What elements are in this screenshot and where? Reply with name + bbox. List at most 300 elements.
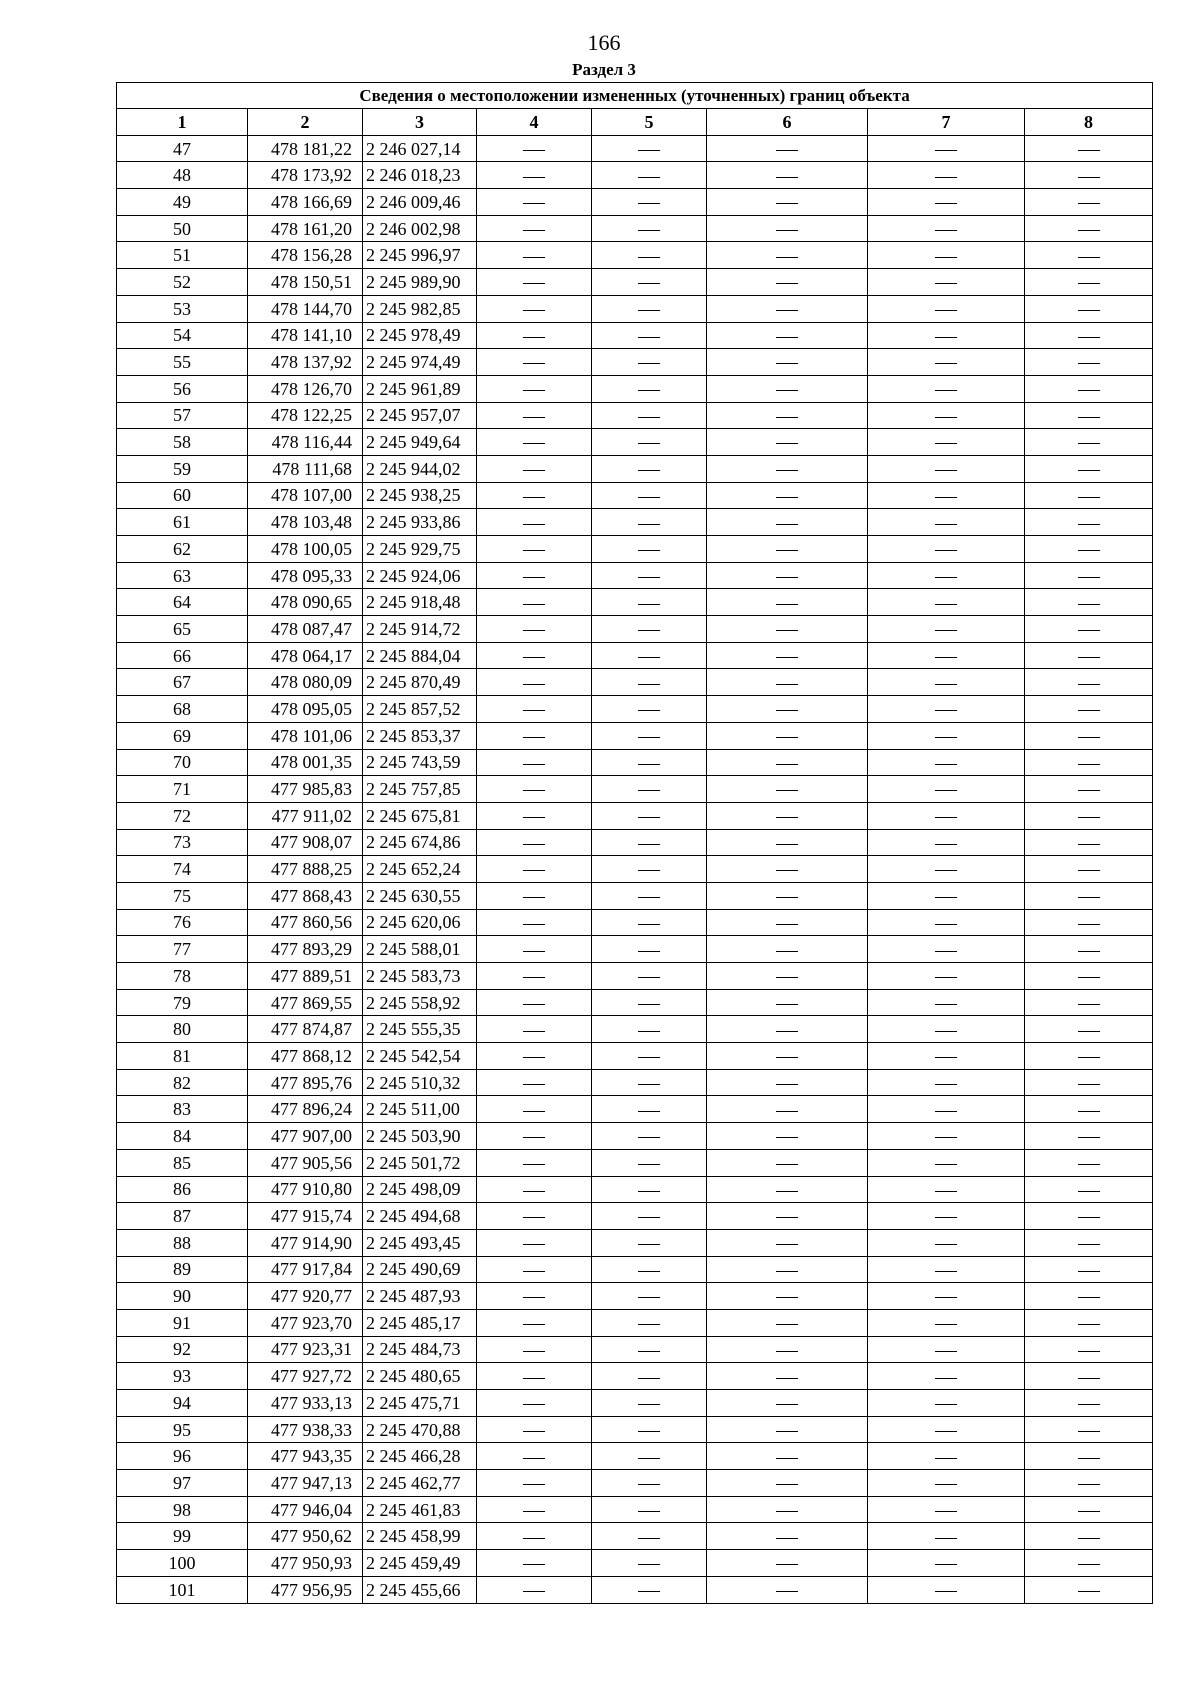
- point-number-cell: 91: [117, 1309, 248, 1336]
- empty-value-cell: [707, 1576, 868, 1603]
- empty-value-cell: [477, 1096, 592, 1123]
- empty-mark: [935, 1271, 957, 1272]
- empty-mark: [523, 897, 545, 898]
- x-coordinate-cell: 477 950,62: [248, 1523, 363, 1550]
- empty-mark: [638, 1324, 660, 1325]
- empty-mark: [638, 577, 660, 578]
- table-row: [117, 1576, 1153, 1603]
- table-row: [117, 269, 1153, 296]
- empty-value-cell: [592, 696, 707, 723]
- empty-mark: [523, 1137, 545, 1138]
- x-coordinate-cell: 478 116,44: [248, 429, 363, 456]
- table-row: [117, 482, 1153, 509]
- empty-value-cell: [1025, 749, 1153, 776]
- empty-mark: [1078, 257, 1100, 258]
- empty-mark: [638, 1378, 660, 1379]
- empty-value-cell: [707, 429, 868, 456]
- empty-mark: [935, 817, 957, 818]
- empty-mark: [1078, 417, 1100, 418]
- empty-value-cell: [592, 429, 707, 456]
- y-coordinate-cell: 2 245 961,89: [363, 375, 477, 402]
- empty-mark: [776, 657, 798, 658]
- empty-value-cell: [477, 856, 592, 883]
- empty-value-cell: [868, 1470, 1025, 1497]
- empty-mark: [935, 310, 957, 311]
- y-coordinate-cell: 2 245 470,88: [363, 1416, 477, 1443]
- empty-value-cell: [868, 189, 1025, 216]
- table-row: [117, 1229, 1153, 1256]
- empty-value-cell: [1025, 856, 1153, 883]
- empty-mark: [1078, 764, 1100, 765]
- empty-mark: [638, 951, 660, 952]
- table-row: [117, 375, 1153, 402]
- empty-value-cell: [707, 269, 868, 296]
- empty-value-cell: [477, 882, 592, 909]
- point-number-cell: 47: [117, 135, 248, 162]
- table-row: [117, 1016, 1153, 1043]
- column-header: 8: [1025, 109, 1153, 136]
- empty-value-cell: [707, 802, 868, 829]
- empty-mark: [523, 1538, 545, 1539]
- point-number-cell: 61: [117, 509, 248, 536]
- x-coordinate-cell: 478 181,22: [248, 135, 363, 162]
- empty-mark: [523, 1084, 545, 1085]
- empty-value-cell: [1025, 429, 1153, 456]
- x-coordinate-cell: 477 914,90: [248, 1229, 363, 1256]
- empty-value-cell: [868, 802, 1025, 829]
- y-coordinate-cell: 2 245 989,90: [363, 269, 477, 296]
- empty-mark: [935, 497, 957, 498]
- x-coordinate-cell: 477 907,00: [248, 1123, 363, 1150]
- empty-value-cell: [477, 1523, 592, 1550]
- point-number-cell: 73: [117, 829, 248, 856]
- empty-mark: [1078, 524, 1100, 525]
- y-coordinate-cell: 2 245 542,54: [363, 1043, 477, 1070]
- empty-mark: [776, 1057, 798, 1058]
- table-row: [117, 429, 1153, 456]
- empty-mark: [523, 684, 545, 685]
- empty-value-cell: [707, 1069, 868, 1096]
- y-coordinate-cell: 2 245 757,85: [363, 776, 477, 803]
- empty-value-cell: [477, 429, 592, 456]
- empty-value-cell: [477, 189, 592, 216]
- empty-value-cell: [868, 135, 1025, 162]
- x-coordinate-cell: 478 161,20: [248, 215, 363, 242]
- empty-mark: [1078, 390, 1100, 391]
- empty-mark: [638, 230, 660, 231]
- empty-mark: [638, 630, 660, 631]
- empty-value-cell: [477, 135, 592, 162]
- table-row: [117, 1363, 1153, 1390]
- empty-value-cell: [707, 1256, 868, 1283]
- empty-mark: [523, 977, 545, 978]
- empty-value-cell: [477, 1416, 592, 1443]
- empty-value-cell: [1025, 1550, 1153, 1577]
- empty-mark: [935, 177, 957, 178]
- empty-value-cell: [592, 1203, 707, 1230]
- empty-value-cell: [477, 215, 592, 242]
- y-coordinate-cell: 2 245 583,73: [363, 963, 477, 990]
- empty-value-cell: [1025, 936, 1153, 963]
- empty-mark: [638, 150, 660, 151]
- x-coordinate-cell: 477 896,24: [248, 1096, 363, 1123]
- y-coordinate-cell: 2 246 009,46: [363, 189, 477, 216]
- empty-value-cell: [1025, 509, 1153, 536]
- x-coordinate-cell: 477 923,31: [248, 1336, 363, 1363]
- empty-mark: [638, 924, 660, 925]
- empty-value-cell: [868, 1309, 1025, 1336]
- x-coordinate-cell: 478 101,06: [248, 722, 363, 749]
- empty-value-cell: [1025, 1043, 1153, 1070]
- empty-mark: [1078, 977, 1100, 978]
- empty-mark: [776, 977, 798, 978]
- empty-mark: [638, 1164, 660, 1165]
- table-row: [117, 242, 1153, 269]
- point-number-cell: 90: [117, 1283, 248, 1310]
- empty-mark: [1078, 1431, 1100, 1432]
- y-coordinate-cell: 2 245 466,28: [363, 1443, 477, 1470]
- table-row: [117, 1069, 1153, 1096]
- empty-mark: [776, 1484, 798, 1485]
- empty-value-cell: [707, 1016, 868, 1043]
- x-coordinate-cell: 477 927,72: [248, 1363, 363, 1390]
- x-coordinate-cell: 477 947,13: [248, 1470, 363, 1497]
- empty-value-cell: [477, 1470, 592, 1497]
- empty-mark: [776, 1591, 798, 1592]
- x-coordinate-cell: 477 868,43: [248, 882, 363, 909]
- empty-value-cell: [1025, 162, 1153, 189]
- empty-mark: [776, 310, 798, 311]
- column-header-row: [117, 109, 1153, 136]
- empty-value-cell: [592, 242, 707, 269]
- empty-value-cell: [707, 696, 868, 723]
- empty-value-cell: [592, 1229, 707, 1256]
- y-coordinate-cell: 2 245 510,32: [363, 1069, 477, 1096]
- empty-mark: [776, 870, 798, 871]
- empty-mark: [1078, 1004, 1100, 1005]
- empty-value-cell: [477, 1149, 592, 1176]
- point-number-cell: 84: [117, 1123, 248, 1150]
- empty-value-cell: [477, 829, 592, 856]
- empty-value-cell: [592, 616, 707, 643]
- empty-mark: [935, 630, 957, 631]
- empty-mark: [523, 951, 545, 952]
- empty-mark: [1078, 283, 1100, 284]
- x-coordinate-cell: 477 950,93: [248, 1550, 363, 1577]
- y-coordinate-cell: 2 245 957,07: [363, 402, 477, 429]
- empty-mark: [638, 1217, 660, 1218]
- empty-value-cell: [477, 1016, 592, 1043]
- x-coordinate-cell: 477 905,56: [248, 1149, 363, 1176]
- empty-value-cell: [592, 1149, 707, 1176]
- y-coordinate-cell: 2 245 944,02: [363, 455, 477, 482]
- empty-value-cell: [868, 1069, 1025, 1096]
- table-row: [117, 1470, 1153, 1497]
- empty-mark: [638, 203, 660, 204]
- empty-value-cell: [707, 375, 868, 402]
- empty-value-cell: [592, 1576, 707, 1603]
- empty-mark: [776, 1511, 798, 1512]
- y-coordinate-cell: 2 245 494,68: [363, 1203, 477, 1230]
- empty-mark: [776, 1351, 798, 1352]
- table-row: [117, 642, 1153, 669]
- empty-mark: [638, 1511, 660, 1512]
- empty-value-cell: [477, 642, 592, 669]
- empty-value-cell: [868, 269, 1025, 296]
- empty-mark: [523, 443, 545, 444]
- table-row: [117, 936, 1153, 963]
- empty-mark: [776, 817, 798, 818]
- empty-mark: [776, 203, 798, 204]
- x-coordinate-cell: 478 087,47: [248, 616, 363, 643]
- table-row: [117, 1443, 1153, 1470]
- empty-value-cell: [868, 455, 1025, 482]
- x-coordinate-cell: 477 888,25: [248, 856, 363, 883]
- empty-value-cell: [477, 936, 592, 963]
- empty-mark: [1078, 817, 1100, 818]
- empty-value-cell: [707, 1470, 868, 1497]
- point-number-cell: 81: [117, 1043, 248, 1070]
- empty-value-cell: [707, 536, 868, 563]
- empty-value-cell: [477, 1256, 592, 1283]
- empty-mark: [1078, 924, 1100, 925]
- empty-value-cell: [1025, 963, 1153, 990]
- empty-value-cell: [477, 749, 592, 776]
- empty-mark: [1078, 310, 1100, 311]
- y-coordinate-cell: 2 245 918,48: [363, 589, 477, 616]
- empty-mark: [523, 1378, 545, 1379]
- empty-mark: [638, 1297, 660, 1298]
- empty-value-cell: [477, 776, 592, 803]
- empty-mark: [1078, 1111, 1100, 1112]
- empty-value-cell: [1025, 1096, 1153, 1123]
- x-coordinate-cell: 477 895,76: [248, 1069, 363, 1096]
- empty-value-cell: [1025, 1416, 1153, 1443]
- point-number-cell: 68: [117, 696, 248, 723]
- empty-mark: [935, 524, 957, 525]
- empty-value-cell: [868, 722, 1025, 749]
- point-number-cell: 57: [117, 402, 248, 429]
- point-number-cell: 83: [117, 1096, 248, 1123]
- empty-mark: [935, 1404, 957, 1405]
- empty-mark: [638, 1404, 660, 1405]
- y-coordinate-cell: 2 245 511,00: [363, 1096, 477, 1123]
- point-number-cell: 92: [117, 1336, 248, 1363]
- empty-mark: [1078, 363, 1100, 364]
- empty-value-cell: [1025, 1576, 1153, 1603]
- empty-value-cell: [592, 1283, 707, 1310]
- point-number-cell: 100: [117, 1550, 248, 1577]
- empty-mark: [638, 764, 660, 765]
- empty-mark: [935, 577, 957, 578]
- x-coordinate-cell: 478 141,10: [248, 322, 363, 349]
- table-row: [117, 616, 1153, 643]
- empty-mark: [935, 684, 957, 685]
- empty-value-cell: [477, 509, 592, 536]
- table-row: [117, 349, 1153, 376]
- empty-value-cell: [592, 936, 707, 963]
- y-coordinate-cell: 2 245 555,35: [363, 1016, 477, 1043]
- empty-value-cell: [868, 1443, 1025, 1470]
- empty-value-cell: [477, 802, 592, 829]
- empty-mark: [523, 524, 545, 525]
- empty-mark: [1078, 497, 1100, 498]
- empty-mark: [935, 657, 957, 658]
- table-row: [117, 322, 1153, 349]
- empty-mark: [523, 1164, 545, 1165]
- empty-mark: [638, 684, 660, 685]
- empty-value-cell: [592, 1123, 707, 1150]
- empty-mark: [935, 1378, 957, 1379]
- empty-mark: [523, 417, 545, 418]
- empty-mark: [935, 443, 957, 444]
- empty-value-cell: [592, 909, 707, 936]
- section-title: Раздел 3: [572, 60, 636, 79]
- column-header: 3: [363, 109, 477, 136]
- x-coordinate-cell: 478 111,68: [248, 455, 363, 482]
- empty-mark: [935, 470, 957, 471]
- empty-mark: [523, 177, 545, 178]
- empty-mark: [776, 1031, 798, 1032]
- table-caption-row: [117, 83, 1153, 109]
- empty-mark: [935, 1111, 957, 1112]
- empty-value-cell: [592, 669, 707, 696]
- empty-mark: [1078, 150, 1100, 151]
- empty-value-cell: [707, 909, 868, 936]
- empty-value-cell: [1025, 1496, 1153, 1523]
- empty-value-cell: [707, 616, 868, 643]
- table-row: [117, 909, 1153, 936]
- empty-value-cell: [868, 1550, 1025, 1577]
- empty-value-cell: [592, 455, 707, 482]
- empty-mark: [1078, 1217, 1100, 1218]
- empty-mark: [935, 764, 957, 765]
- empty-value-cell: [707, 402, 868, 429]
- x-coordinate-cell: 478 100,05: [248, 536, 363, 563]
- empty-value-cell: [707, 349, 868, 376]
- empty-mark: [935, 951, 957, 952]
- empty-value-cell: [592, 1363, 707, 1390]
- empty-value-cell: [707, 829, 868, 856]
- empty-mark: [776, 177, 798, 178]
- point-number-cell: 93: [117, 1363, 248, 1390]
- empty-mark: [935, 1351, 957, 1352]
- y-coordinate-cell: 2 245 914,72: [363, 616, 477, 643]
- empty-mark: [776, 257, 798, 258]
- y-coordinate-cell: 2 246 002,98: [363, 215, 477, 242]
- point-number-cell: 75: [117, 882, 248, 909]
- empty-value-cell: [868, 909, 1025, 936]
- point-number-cell: 65: [117, 616, 248, 643]
- x-coordinate-cell: 477 860,56: [248, 909, 363, 936]
- empty-value-cell: [592, 1470, 707, 1497]
- empty-value-cell: [592, 215, 707, 242]
- empty-mark: [776, 1404, 798, 1405]
- empty-value-cell: [868, 1390, 1025, 1417]
- x-coordinate-cell: 477 889,51: [248, 963, 363, 990]
- empty-value-cell: [477, 1043, 592, 1070]
- empty-mark: [776, 1217, 798, 1218]
- empty-mark: [776, 630, 798, 631]
- empty-mark: [638, 337, 660, 338]
- table-row: [117, 1416, 1153, 1443]
- empty-value-cell: [1025, 402, 1153, 429]
- empty-mark: [638, 497, 660, 498]
- empty-mark: [523, 1591, 545, 1592]
- y-coordinate-cell: 2 245 498,09: [363, 1176, 477, 1203]
- empty-mark: [1078, 1084, 1100, 1085]
- empty-mark: [1078, 203, 1100, 204]
- empty-value-cell: [707, 322, 868, 349]
- empty-value-cell: [592, 589, 707, 616]
- empty-mark: [1078, 177, 1100, 178]
- empty-value-cell: [868, 1416, 1025, 1443]
- x-coordinate-cell: 477 938,33: [248, 1416, 363, 1443]
- empty-mark: [1078, 1511, 1100, 1512]
- empty-value-cell: [592, 482, 707, 509]
- empty-mark: [1078, 1057, 1100, 1058]
- x-coordinate-cell: 477 923,70: [248, 1309, 363, 1336]
- column-header: 4: [477, 109, 592, 136]
- empty-value-cell: [707, 562, 868, 589]
- empty-mark: [935, 1538, 957, 1539]
- empty-value-cell: [868, 669, 1025, 696]
- empty-mark: [935, 604, 957, 605]
- boundary-coordinates-table: [116, 82, 1153, 1604]
- empty-value-cell: [868, 589, 1025, 616]
- empty-value-cell: [592, 856, 707, 883]
- x-coordinate-cell: 478 137,92: [248, 349, 363, 376]
- empty-value-cell: [477, 322, 592, 349]
- empty-value-cell: [1025, 215, 1153, 242]
- empty-mark: [776, 363, 798, 364]
- empty-mark: [935, 737, 957, 738]
- x-coordinate-cell: 477 985,83: [248, 776, 363, 803]
- empty-mark: [776, 1458, 798, 1459]
- point-number-cell: 53: [117, 295, 248, 322]
- empty-mark: [523, 203, 545, 204]
- table-row: [117, 1523, 1153, 1550]
- empty-value-cell: [592, 776, 707, 803]
- empty-mark: [1078, 1564, 1100, 1565]
- empty-mark: [523, 1297, 545, 1298]
- empty-mark: [935, 390, 957, 391]
- empty-value-cell: [1025, 1309, 1153, 1336]
- empty-mark: [638, 1084, 660, 1085]
- x-coordinate-cell: 477 874,87: [248, 1016, 363, 1043]
- empty-mark: [523, 870, 545, 871]
- empty-mark: [776, 390, 798, 391]
- y-coordinate-cell: 2 245 620,06: [363, 909, 477, 936]
- empty-mark: [935, 230, 957, 231]
- table-caption: Сведения о местоположении измененных (уточненных) границ объекта: [117, 83, 1153, 109]
- empty-value-cell: [477, 1229, 592, 1256]
- empty-value-cell: [707, 135, 868, 162]
- empty-mark: [776, 1244, 798, 1245]
- empty-mark: [935, 710, 957, 711]
- empty-value-cell: [477, 482, 592, 509]
- empty-mark: [776, 1378, 798, 1379]
- empty-value-cell: [707, 856, 868, 883]
- empty-mark: [935, 977, 957, 978]
- x-coordinate-cell: 478 150,51: [248, 269, 363, 296]
- empty-mark: [523, 844, 545, 845]
- empty-mark: [638, 283, 660, 284]
- empty-value-cell: [707, 1416, 868, 1443]
- empty-mark: [776, 737, 798, 738]
- column-header: 5: [592, 109, 707, 136]
- empty-mark: [1078, 550, 1100, 551]
